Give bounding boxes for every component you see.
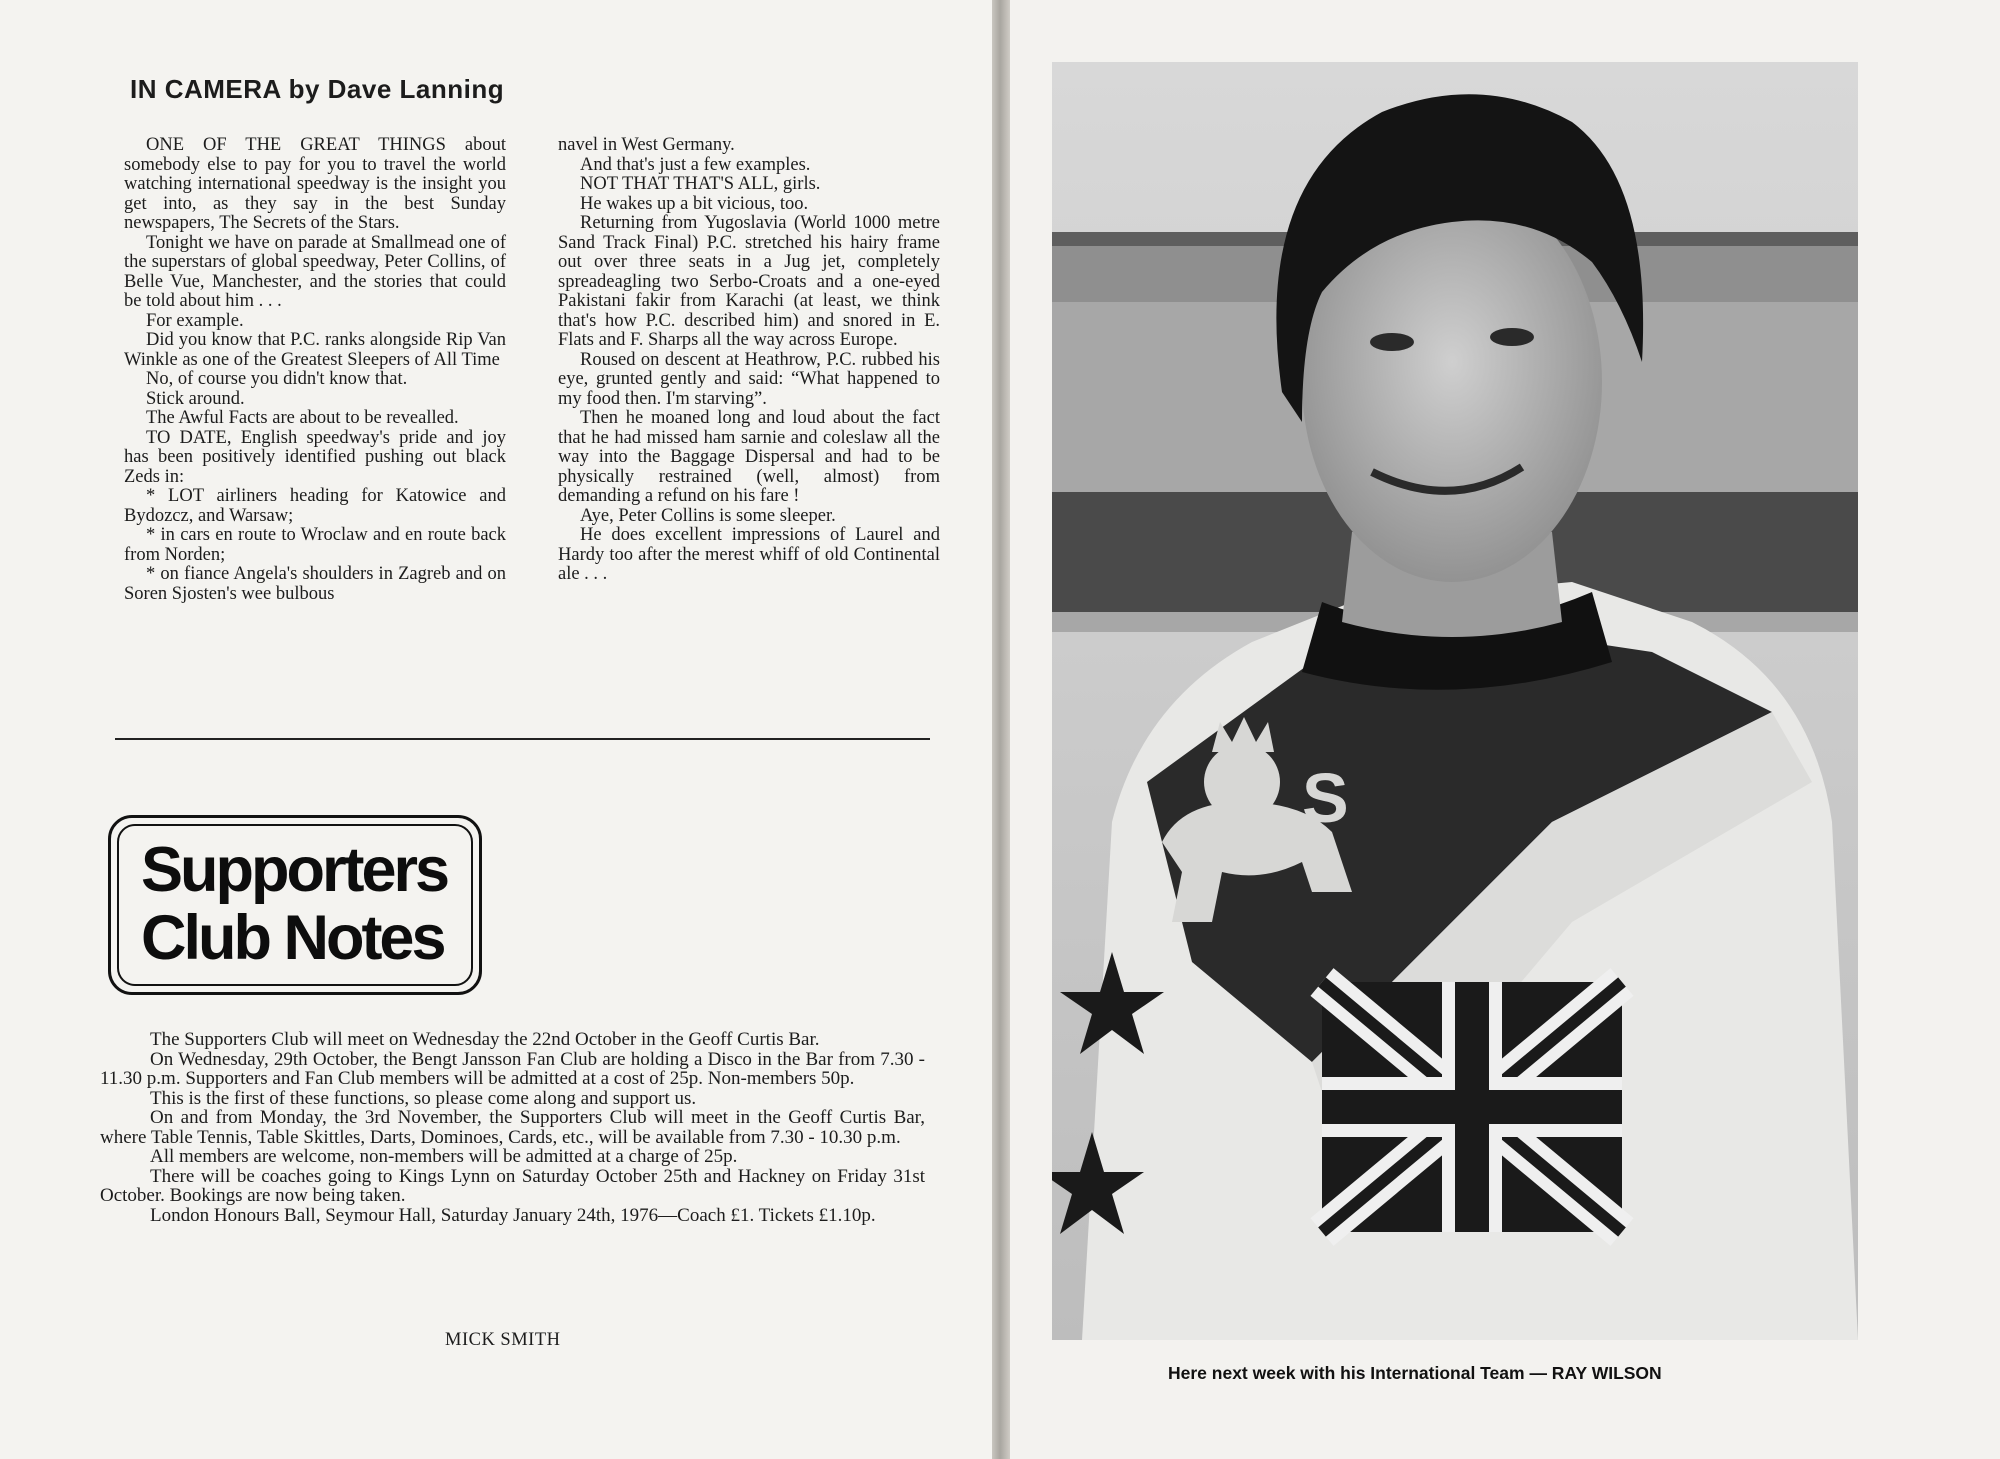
paragraph: No, of course you didn't know that. xyxy=(146,369,408,389)
paragraph: Tonight we have on parade at Smallmead one of the superstars of global speedway, Peter Collins, of Belle Vue, Manchester, and the stories that could be told about him . . . xyxy=(124,232,506,311)
paragraph: * in cars en route to Wroclaw and en route back from Norden; xyxy=(124,525,506,565)
notes-paragraph: On Wednesday, 29th October, the Bengt Jansson Fan Club are holding a Disco in the Bar from 7.30 - 11.30 p.m. Supporters and Fan Club members will be admitted at a cost of 25p. Non-members 50p. xyxy=(100,1048,925,1089)
paragraph: For example. xyxy=(146,310,244,331)
paragraph: Did you know that P.C. ranks alongside Rip Van Winkle as one of the Greatest Sleepers of All Time xyxy=(124,330,506,370)
paragraph: * on fiance Angela's shoulders in Zagreb and on Soren Sjosten's wee bulbous xyxy=(124,564,506,604)
photo-caption: Here next week with his International Team — RAY WILSON xyxy=(1168,1363,1662,1383)
book-gutter xyxy=(992,0,1010,1459)
rider-eye-right xyxy=(1490,328,1534,346)
paragraph: NOT THAT THAT'S ALL, girls. xyxy=(580,174,821,194)
paragraph: Then he moaned long and loud about the fact that he had missed ham sarnie and coleslaw all the way into the Baggage Dispersal and had to be physically restrained (well, almost) from demanding a refund on his fare ! xyxy=(558,408,940,506)
paragraph: * LOT airliners heading for Katowice and Bydozcz, and Warsaw; xyxy=(124,486,506,526)
title-line: Supporters xyxy=(141,835,448,905)
rider-eye-left xyxy=(1370,333,1414,351)
paragraph: He does excellent impressions of Laurel and Hardy too after the merest whiff of old Continental ale . . . xyxy=(558,525,940,584)
emblem-letter: S xyxy=(1302,759,1349,837)
notes-paragraph: London Honours Ball, Seymour Hall, Saturday January 24th, 1976—Coach £1. Tickets £1.10p. xyxy=(150,1204,876,1226)
paragraph: TO DATE, English speedway's pride and joy has been positively identified pushing out black Zeds in: xyxy=(124,427,506,487)
supporters-club-heading-box xyxy=(108,815,482,995)
notes-paragraph: All members are welcome, non-members will be admitted at a charge of 25p. xyxy=(150,1146,738,1167)
supporters-club-title xyxy=(141,836,447,972)
paragraph: ONE OF THE GREAT THINGS about somebody else to pay for you to travel the world watching international speedway is the insight you get into, as they say in the best Sunday newspapers, The Secrets of the Stars. xyxy=(124,135,506,233)
lion-head xyxy=(1204,744,1280,820)
paragraph: He wakes up a bit vicious, too. xyxy=(580,193,809,214)
paragraph: Returning from Yugoslavia (World 1000 metre Sand Track Final) P.C. stretched his hairy frame out over three seats in a Jug jet, completely spreadeagling two Serbo-Croats and a one-eyed Pakistani fakir from Karachi (at least, we think that's how P.C. described him) and snored in E. Flats and F. Sharps all the way across Europe. xyxy=(558,213,940,350)
paragraph: And that's just a few examples. xyxy=(580,154,811,175)
notes-paragraph: The Supporters Club will meet on Wednesday the 22nd October in the Geoff Curtis Bar. xyxy=(150,1029,820,1050)
left-page xyxy=(0,0,992,1459)
paragraph: Aye, Peter Collins is some sleeper. xyxy=(580,505,836,526)
article-column-1 xyxy=(124,136,506,604)
paragraph: The Awful Facts are about to be revealled. xyxy=(146,408,459,428)
notes-paragraph: On and from Monday, the 3rd November, the Supporters Club will meet in the Geoff Curtis Bar, where Table Tennis, Table Skittles, Darts, Dominoes, Cards, etc., will be available from 7.30 - 10.30 p.m. xyxy=(100,1107,925,1148)
portrait-illustration xyxy=(1052,62,1858,1340)
paragraph: navel in West Germany. xyxy=(558,135,735,155)
article-column-2 xyxy=(558,136,940,585)
article-title: IN CAMERA by Dave Lanning xyxy=(130,74,505,104)
title-line: Club Notes xyxy=(141,903,444,973)
notes-paragraph: This is the first of these functions, so please come along and support us. xyxy=(150,1087,697,1109)
notes-paragraph: There will be coaches going to Kings Lynn on Saturday October 25th and Hackney on Friday 31st October. Bookings are now being taken. xyxy=(100,1165,925,1206)
paragraph: Roused on descent at Heathrow, P.C. rubbed his eye, grunted gently and said: “What happened to my food then. I'm starving”. xyxy=(558,349,940,409)
signature: MICK SMITH xyxy=(445,1330,561,1350)
rider-portrait-photo xyxy=(1052,62,1858,1340)
section-divider xyxy=(115,738,930,740)
paragraph: Stick around. xyxy=(146,388,245,409)
supporters-club-notes xyxy=(100,1030,925,1225)
union-flag xyxy=(1322,982,1622,1232)
